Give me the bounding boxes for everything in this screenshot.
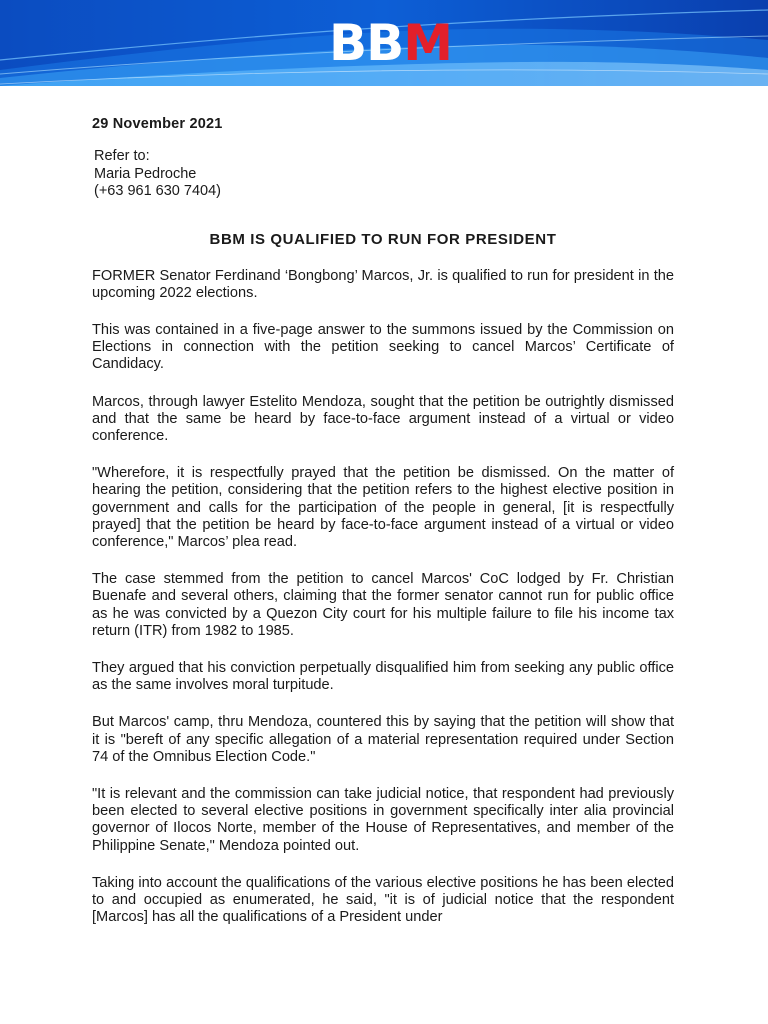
logo-text-m: M — [403, 14, 452, 72]
header-banner — [0, 0, 768, 86]
paragraph: FORMER Senator Ferdinand ‘Bongbong’ Marcos, Jr. is qualified to run for president in the upcoming 2022 elections. — [92, 267, 674, 301]
paragraph: "It is relevant and the commission can take judicial notice, that respondent had previously been elected to several elective positions in government specifically inter alia provincial governor of Ilocos Norte, member of the House of Representatives, and member of the Philippine Senate," Mendoza pointed out. — [92, 785, 674, 854]
paragraph: Marcos, through lawyer Estelito Mendoza, sought that the petition be outrightly dismissed and that the same be heard by face-to-face argument instead of a virtual or video conference. — [92, 393, 674, 444]
contact-name: Maria Pedroche — [94, 165, 197, 182]
paragraph: "Wherefore, it is respectfully prayed that the petition be dismissed. On the matter of hearing the petition, considering that the petition refers to the highest elective position in government and calls for the participation of the people in general, [it is respectfully prayed] that the petition be heard by face-to-face argument instead of a virtual or video conference," Marcos’ plea read. — [92, 465, 674, 550]
paragraph: This was contained in a five-page answer to the summons issued by the Commission on Elections in connection with the petition seeking to cancel Marcos’ Certificate of Candidacy. — [92, 321, 674, 373]
headline: BBM IS QUALIFIED TO RUN FOR PRESIDENT — [209, 230, 557, 248]
refer-label: Refer to: — [94, 148, 150, 164]
release-date: 29 November 2021 — [92, 116, 223, 132]
logo-text-bb: BB — [329, 14, 404, 72]
press-release-body — [92, 112, 674, 926]
contact-phone: (+63 961 630 7404) — [94, 183, 221, 199]
contact-block — [94, 148, 674, 201]
paragraph: They argued that his conviction perpetually disqualified him from seeking any public office as the same involves moral turpitude. — [92, 659, 674, 694]
paragraph: But Marcos' camp, thru Mendoza, countered this by saying that the petition will show that it is "bereft of any specific allegation of a material representation required under Section 74 of the Omnibus Election Code." — [92, 714, 674, 765]
bbm-logo — [329, 13, 452, 73]
paragraph: Taking into account the qualifications of the various elective positions he has been elected to and occupied as enumerated, he said, "it is of judicial notice that the respondent [Marcos] has all the qualifications of a President under — [92, 874, 674, 926]
paragraph: The case stemmed from the petition to cancel Marcos' CoC lodged by Fr. Christian Buenafe and several others, claiming that the former senator cannot run for public office as he was convicted by a Quezon City court for his multiple failure to file his income tax return (ITR) from 1982 to 1985. — [92, 571, 674, 639]
